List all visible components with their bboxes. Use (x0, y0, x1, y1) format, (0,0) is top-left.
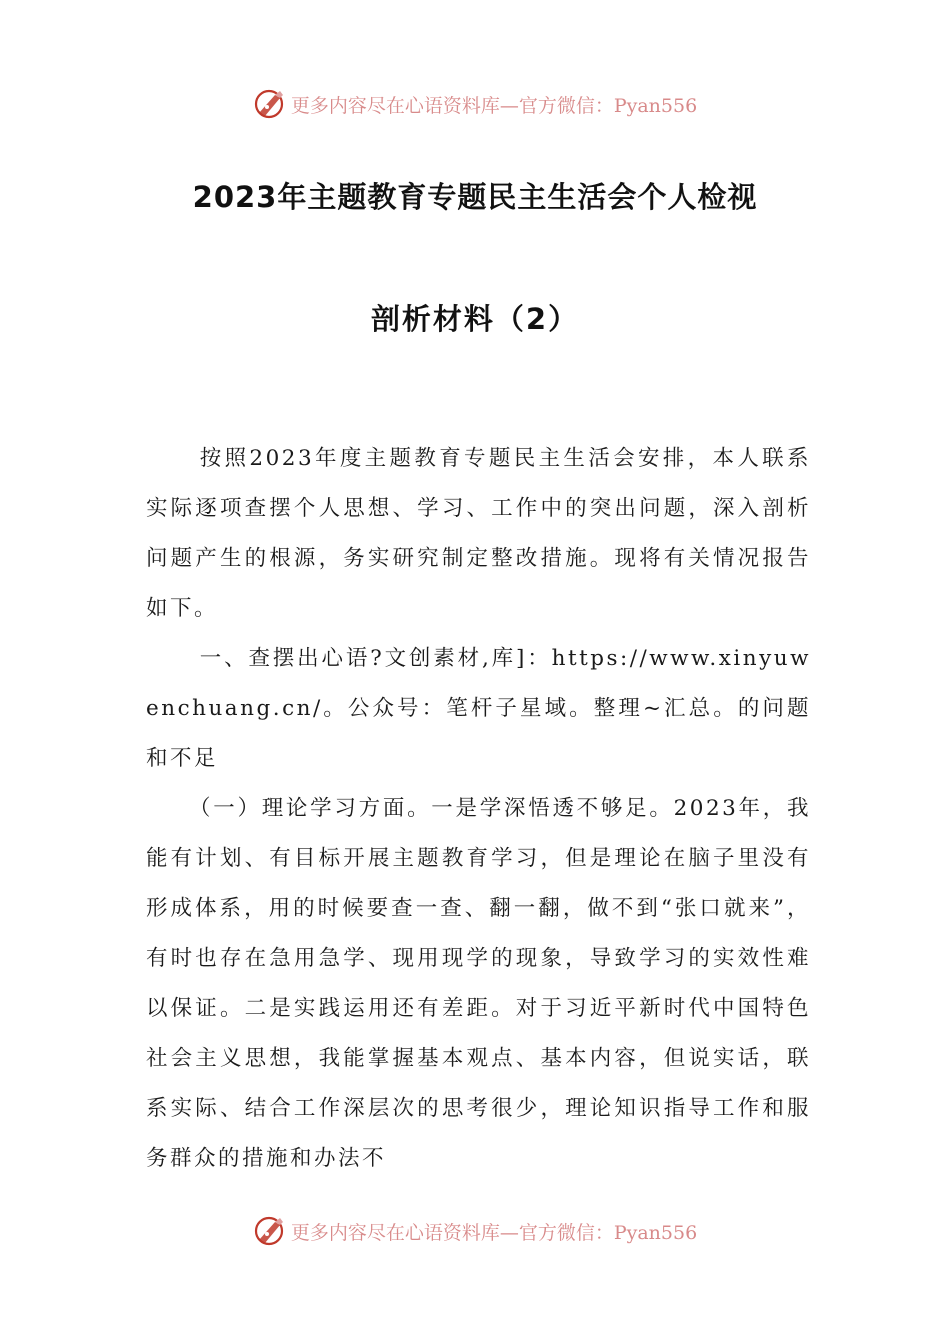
document-title-line-2: 剖析材料（2） (370, 302, 580, 336)
footer-banner (0, 1211, 950, 1251)
footer-banner-text: 更多内容尽在心语资料库—官方微信：Pyan556 (290, 1221, 698, 1244)
header-banner-text: 更多内容尽在心语资料库—官方微信：Pyan556 (290, 94, 698, 117)
document-title-line-1: 2023年主题教育专题民主生活会个人检视 (192, 180, 758, 214)
paragraph-theory-study: （一）理论学习方面。一是学深悟透不够足。2023年，我能有计划、有目标开展主题教育学习，但是理论在脑子里没有形成体系，用的时候要查一查、翻一翻，做不到“张口就来”，有时也存在急用急学、现用现学的现象，导致学习的实效性难以保证。二是实践运用还有差距。对于习近平新时代中国特色社会主义思想，我能掌握基本观点、基本内容，但说实话，联系实际、结合工作深层次的思考很少，理论知识指导工作和服务群众的措施和办法不 (146, 796, 811, 1171)
header-banner (0, 84, 950, 124)
paragraph-intro: 按照2023年度主题教育专题民主生活会安排，本人联系实际逐项查摆个人思想、学习、工作中的突出问题，深入剖析问题产生的根源，务实研究制定整改措施。现将有关情况报告如下。 (146, 446, 811, 621)
pen-nib-logo-icon (253, 1214, 287, 1248)
pen-nib-logo-icon (253, 87, 287, 121)
paragraph-section-heading: 一、查摆出心语?文创素材,库]：https://www.xinyuwenchuang.cn/。公众号：笔杆子星域。整理~汇总。的问题和不足 (146, 646, 811, 771)
document-body (146, 434, 811, 1184)
